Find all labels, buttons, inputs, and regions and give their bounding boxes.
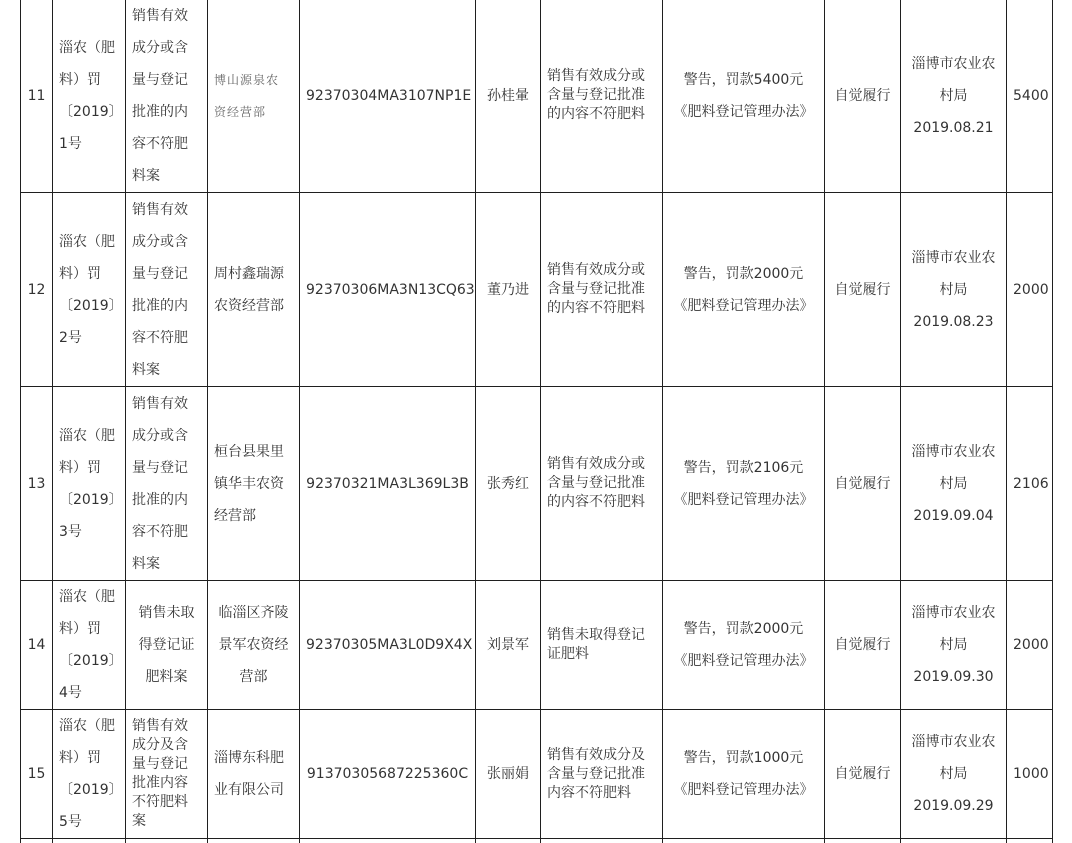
table-row: [21, 0, 1053, 193]
execution-status: 自觉履行: [825, 581, 901, 710]
table-row: [21, 193, 1053, 387]
violation-description: 销售有效成分及 含量与登记批准 内容不符肥料: [541, 710, 663, 839]
penalty-amount: 1000: [1007, 710, 1053, 839]
empty-cell: [300, 839, 476, 843]
case-name: 销售有效 成分及含 量与登记 批准内容 不符肥料 案: [126, 710, 208, 839]
empty-cell: [825, 839, 901, 843]
violation-description: 销售有效成分或 含量与登记批准 的内容不符肥料: [541, 193, 663, 387]
case-name: 销售未取 得登记证 肥料案: [126, 581, 208, 710]
penalty-amount: 2000: [1007, 193, 1053, 387]
table-row-partial: [21, 839, 1053, 843]
empty-cell: [53, 839, 126, 843]
case-name: 销售有效 成分或含 量与登记 批准的内 容不符肥 料案: [126, 387, 208, 581]
penalty-content: 警告，罚款1000元 《肥料登记管理办法》: [663, 710, 825, 839]
table-row: [21, 387, 1053, 581]
penalty-amount: 2106: [1007, 387, 1053, 581]
legal-representative: 孙桂暈: [476, 0, 541, 193]
case-number: 淄农（肥 料）罚 〔2019〕 4号: [53, 581, 126, 710]
penalty-table: [20, 0, 1053, 843]
case-name: 销售有效 成分或含 量与登记 批准的内 容不符肥 料案: [126, 193, 208, 387]
table-row: [21, 581, 1053, 710]
execution-status: 自觉履行: [825, 387, 901, 581]
party-name: 临淄区齐陵 景军农资经 营部: [208, 581, 300, 710]
legal-representative: 刘景军: [476, 581, 541, 710]
empty-cell: [476, 839, 541, 843]
party-name: 淄博东科肥 业有限公司: [208, 710, 300, 839]
row-number: 15: [21, 710, 53, 839]
authority-and-date: 淄博市农业农 村局 2019.09.04: [901, 387, 1007, 581]
authority-and-date: 淄博市农业农 村局 2019.09.30: [901, 581, 1007, 710]
authority-and-date: 淄博市农业农 村局 2019.08.23: [901, 193, 1007, 387]
case-name: 销售有效 成分或含 量与登记 批准的内 容不符肥 料案: [126, 0, 208, 193]
case-number: 淄农（肥 料）罚 〔2019〕 5号: [53, 710, 126, 839]
empty-cell: [541, 839, 663, 843]
penalty-content: 警告，罚款5400元 《肥料登记管理办法》: [663, 0, 825, 193]
execution-status: 自觉履行: [825, 193, 901, 387]
party-name: 桓台县果里 镇华丰农资 经营部: [208, 387, 300, 581]
empty-cell: [208, 839, 300, 843]
party-name-handwritten: 博山源泉农 资经营部: [214, 72, 280, 119]
legal-representative: 张秀红: [476, 387, 541, 581]
violation-description: 销售有效成分或 含量与登记批准 的内容不符肥料: [541, 0, 663, 193]
execution-status: 自觉履行: [825, 710, 901, 839]
credit-code: 91370305687225360C: [300, 710, 476, 839]
empty-cell: [663, 839, 825, 843]
execution-status: 自觉履行: [825, 0, 901, 193]
table-row: [21, 710, 1053, 839]
violation-description: 销售未取得登记 证肥料: [541, 581, 663, 710]
legal-representative: 董乃进: [476, 193, 541, 387]
legal-representative: 张丽娟: [476, 710, 541, 839]
credit-code: 92370321MA3L369L3B: [300, 387, 476, 581]
credit-code: 92370306MA3N13CQ63: [300, 193, 476, 387]
row-number: 12: [21, 193, 53, 387]
row-number: 14: [21, 581, 53, 710]
party-name: [208, 0, 300, 193]
penalty-amount: 5400: [1007, 0, 1053, 193]
case-number: 淄农（肥 料）罚 〔2019〕 2号: [53, 193, 126, 387]
penalty-content: 警告，罚款2106元 《肥料登记管理办法》: [663, 387, 825, 581]
credit-code: 92370304MA3107NP1E: [300, 0, 476, 193]
empty-cell: [21, 839, 53, 843]
penalty-amount: 2000: [1007, 581, 1053, 710]
penalty-content: 警告，罚款2000元 《肥料登记管理办法》: [663, 193, 825, 387]
empty-cell: [901, 839, 1007, 843]
row-number: 13: [21, 387, 53, 581]
penalty-content: 警告，罚款2000元 《肥料登记管理办法》: [663, 581, 825, 710]
empty-cell: [126, 839, 208, 843]
party-name: 周村鑫瑞源 农资经营部: [208, 193, 300, 387]
row-number: 11: [21, 0, 53, 193]
authority-and-date: 淄博市农业农 村局 2019.08.21: [901, 0, 1007, 193]
violation-description: 销售有效成分或 含量与登记批准 的内容不符肥料: [541, 387, 663, 581]
credit-code: 92370305MA3L0D9X4X: [300, 581, 476, 710]
case-number: 淄农（肥 料）罚 〔2019〕 1号: [53, 0, 126, 193]
authority-and-date: 淄博市农业农 村局 2019.09.29: [901, 710, 1007, 839]
case-number: 淄农（肥 料）罚 〔2019〕 3号: [53, 387, 126, 581]
empty-cell: [1007, 839, 1053, 843]
